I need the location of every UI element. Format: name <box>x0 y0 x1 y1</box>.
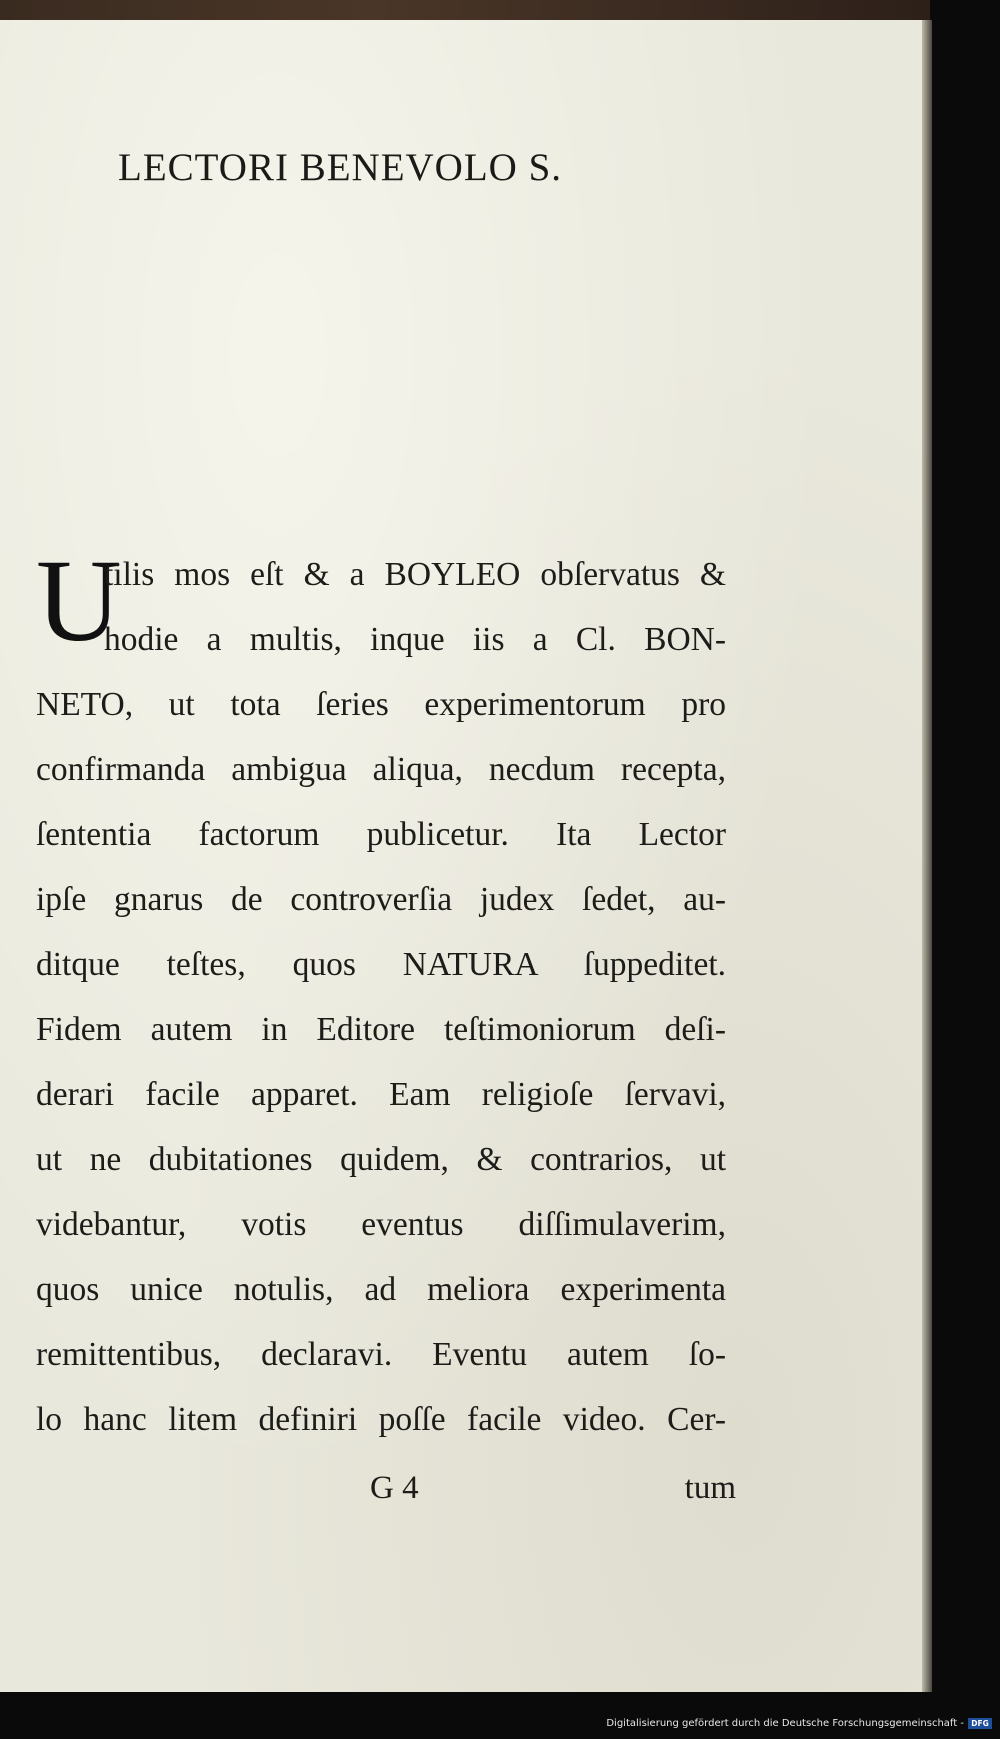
digitization-credit <box>606 1718 992 1729</box>
text-line: lo hanc litem definiri poſſe facile video. Cer- <box>36 1401 726 1438</box>
text-line: quos unice notulis, ad meliora experimenta <box>36 1271 726 1308</box>
credit-text: Digitalisierung gefördert durch die Deutsche Forschungsgemeinschaft - <box>606 1718 964 1729</box>
page-gutter-shadow <box>922 20 932 1692</box>
text-line: confirmanda ambigua aliqua, necdum recepta, <box>36 751 726 788</box>
book-edge-top <box>0 0 930 22</box>
text-line: ut ne dubitationes quidem, & contrarios, ut <box>36 1141 726 1178</box>
body-text <box>36 535 726 1452</box>
page-heading: LECTORI BENEVOLO S. <box>118 146 563 189</box>
dfg-logo: DFG <box>968 1718 992 1729</box>
catchword: tum <box>684 1470 736 1506</box>
text-line: ditque teſtes, quos NATURA ſuppeditet. <box>36 946 726 983</box>
text-line: videbantur, votis eventus diſſimulaverim, <box>36 1206 726 1243</box>
text-line: ipſe gnarus de controverſia judex ſedet, au- <box>36 881 726 918</box>
text-line: NETO, ut tota ſeries experimentorum pro <box>36 686 726 723</box>
text-line: Fidem autem in Editore teſtimoniorum deſi- <box>36 1011 726 1048</box>
text-line: tilis mos eſt & a BOYLEO obſervatus & <box>104 556 726 593</box>
text-line: hodie a multis, inque iis a Cl. BON- <box>104 621 726 658</box>
text-line: remittentibus, declaravi. Eventu autem ſo- <box>36 1336 726 1373</box>
text-line: derari facile apparet. Eam religioſe ſervavi, <box>36 1076 726 1113</box>
drop-cap: U <box>36 535 122 666</box>
signature-mark: G 4 <box>370 1470 419 1506</box>
text-line: ſententia factorum publicetur. Ita Lector <box>36 816 726 853</box>
